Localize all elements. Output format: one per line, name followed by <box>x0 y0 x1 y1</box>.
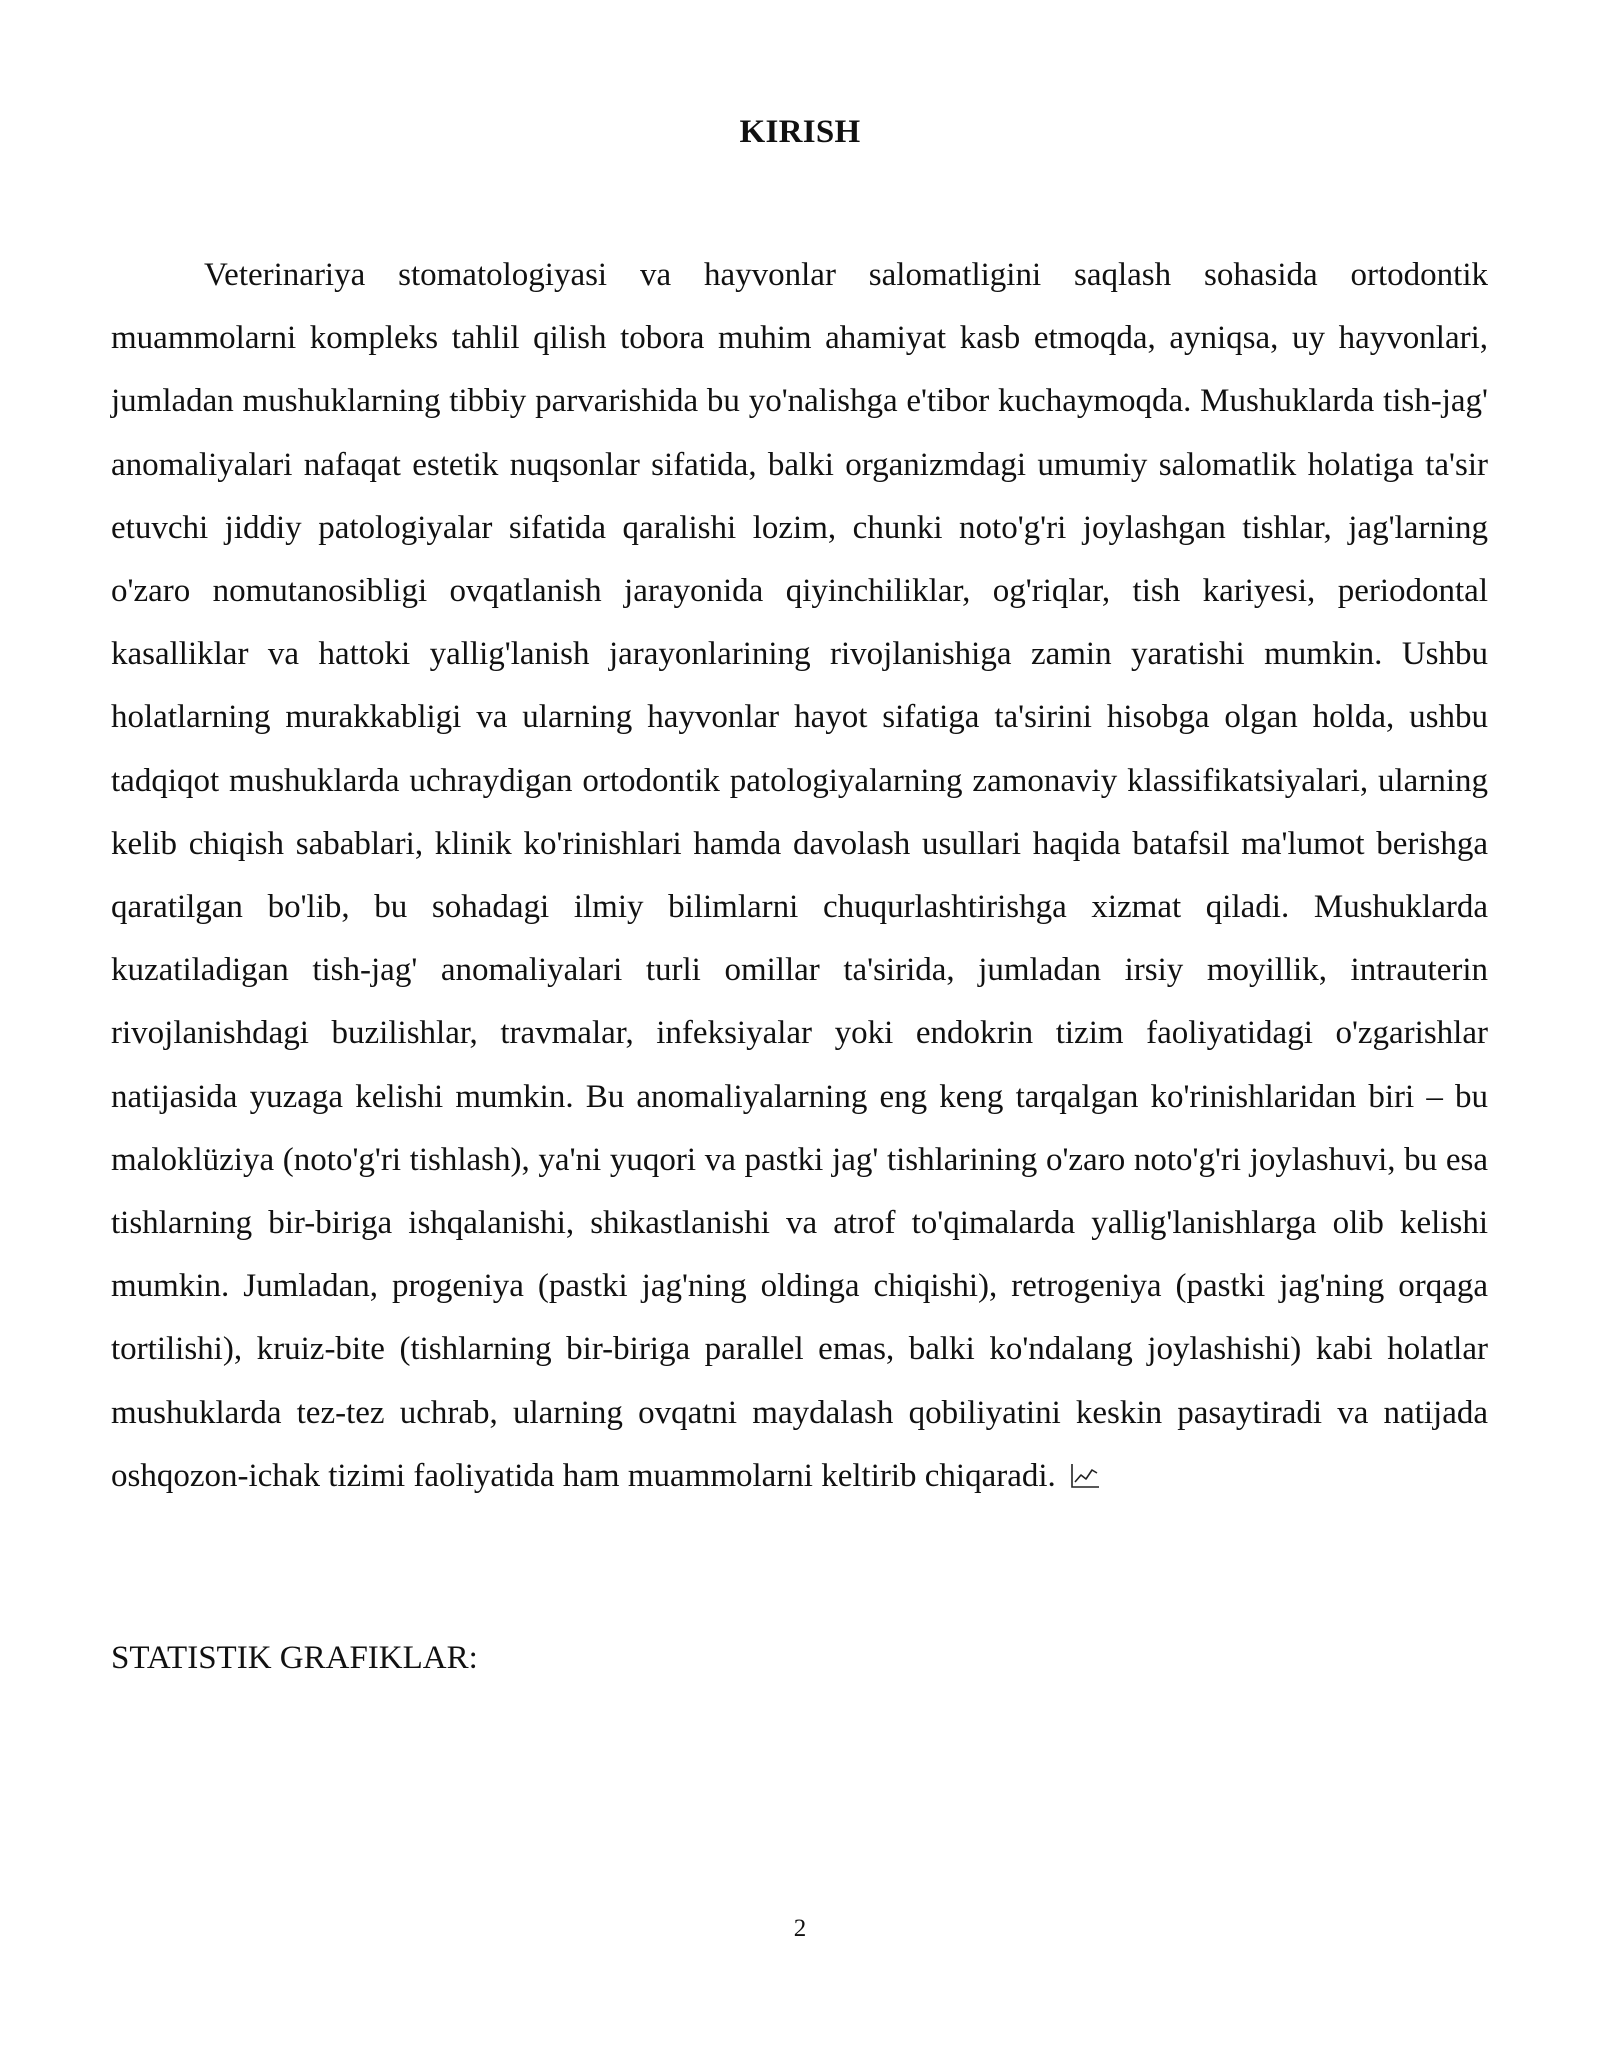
page-title: KIRISH <box>739 114 861 150</box>
chart-increasing-icon <box>1070 1463 1100 1489</box>
intro-paragraph-text: Veterinariya stomatologiyasi va hayvonlar salomatligini saqlash sohasida ortodontik muammolarni kompleks tahlil qilish tobora muhim ahamiyat kasb etmoqda, ayniqsa, uy hayvonlari, jumladan mushuklarning tibbiy parvarishida bu yo'nalishga e'tibor kuchaymoqda. Mushuklarda tish-jag' anomaliyalari nafaqat estetik nuqsonlar sifatida, balki organizmdagi umumiy salomatlik holatiga ta'sir etuvchi jiddiy patologiyalar sifatida qaralishi lozim, chunki noto'g'ri joylashgan tishlar, jag'larning o'zaro nomutanosibligi ovqatlanish jarayonida qiyinchiliklar, og'riqlar, tish kariyesi, periodontal kasalliklar va hattoki yallig'lanish jarayonlarining rivojlanishiga zamin yaratishi mumkin. Ushbu holatlarning murakkabligi va ularning hayvonlar hayot sifatiga ta'sirini hisobga olgan holda, ushbu tadqiqot mushuklarda uchraydigan ortodontik patologiyalarning zamonaviy klassifikatsiyalari, ularning kelib chiqish sabablari, klinik ko'rinishlari hamda davolash usullari haqida batafsil ma'lumot berishga qaratilgan bo'lib, bu sohadagi ilmiy bilimlarni chuqurlashtirishga xizmat qiladi. Mushuklarda kuzatiladigan tish-jag' anomaliyalari turli omillar ta'sirida, jumladan irsiy moyillik, intrauterin rivojlanishdagi buzilishlar, travmalar, infeksiyalar yoki endokrin tizim faoliyatidagi o'zgarishlar natijasida yuzaga kelishi mumkin. Bu anomaliyalarning eng keng tarqalgan ko'rinishlaridan biri – bu maloklüziya (noto'g'ri tishlash), ya'ni yuqori va pastki jag' tishlarining o'zaro noto'g'ri joylashuvi, bu esa tishlarning bir-biriga ishqalanishi, shikastlanishi va atrof to'qimalarda yallig'lanishlarga olib kelishi mumkin. Jumladan, progeniya (pastki jag'ning oldinga chiqishi), retrogeniya (pastki jag'ning orqaga tortilishi), kruiz-bite (tishlarning bir-biriga parallel emas, balki ko'ndalang joylashishi) kabi holatlar mushuklarda tez-tez uchrab, ularning ovqatni maydalash qobiliyatini keskin pasaytiradi va natijada oshqozon-ichak tizimi faoliyatida ham muammolarni keltirib chiqaradi. <box>111 257 1488 1494</box>
intro-paragraph <box>111 244 1488 1508</box>
statistics-heading: STATISTIK GRAFIKLAR: <box>111 1640 478 1676</box>
page-number: 2 <box>793 1915 807 1942</box>
